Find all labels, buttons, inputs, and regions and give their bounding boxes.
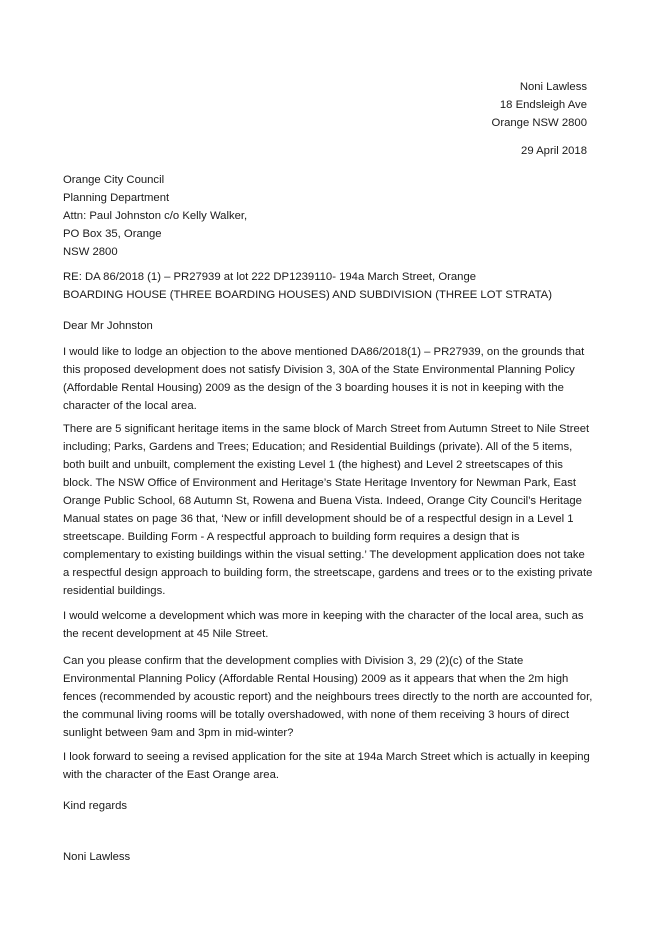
recipient-line-2: Planning Department [63,192,170,204]
sender-name: Noni Lawless [519,81,587,93]
recipient-line-4: PO Box 35, Orange [63,228,162,240]
salutation: Dear Mr Johnston [63,320,153,332]
signature-name: Noni Lawless [63,851,131,863]
recipient-line-5: NSW 2800 [63,246,118,258]
body-paragraph-5: I look forward to seeing a revised application for the site at 194a March Street which is actually in keeping with the character of the East Orange area. [63,751,590,781]
recipient-line-3: Attn: Paul Johnston c/o Kelly Walker, [63,210,248,222]
sender-town: Orange NSW 2800 [491,117,587,129]
subject-reference: RE: DA 86/2018 (1) – PR27939 at lot 222 DP1239110- 194a March Street, Orange [63,271,477,283]
body-paragraph-2: There are 5 significant heritage items in the same block of March Street from Autumn Street to Nile Street including; Parks, Gardens and Trees; Education; and Residential Buildings (private). All of the 5 items, both built and unbuilt, complement the existing Level 1 (the highest) and Level 2 streetscapes of this block. The NSW Office of Environment and Heritage’s State Heritage Inventory for Newman Park, East Orange Public School, 68 Autumn St, Rowena and Buena Vista. Indeed, Orange City Council’s Heritage Manual states on page 36 that, ‘New or infill development should be of a respectful design in a Level 1 streetscape. Building Form - A respectful approach to building form requires a design that is complementary to existing buildings within the visual setting.’ The development application does not take a respectful design approach to building form, the streetscape, gardens and trees or to the existing private residential buildings. [63,423,593,597]
sender-address [492,78,587,132]
body-paragraph-3: I would welcome a development which was more in keeping with the character of the local area, such as the recent development at 45 Nile Street. [63,610,584,640]
body-paragraph-1: I would like to lodge an objection to the above mentioned DA86/2018(1) – PR27939, on the grounds that this proposed development does not satisfy Division 3, 30A of the State Environmental Planning Policy (Affordable Rental Housing) 2009 as the design of the 3 boarding houses it is not in keeping with the character of the local area. [63,346,585,412]
body-paragraph-4: Can you please confirm that the development complies with Division 3, 29 (2)(c) of the State Environmental Planning Policy (Affordable Rental Housing) 2009 as it appears that when the 2m high fences (recommended by acoustic report) and the neighbours trees directly to the north are accounted for, the communal living rooms will be totally overshadowed, with none of them receiving 3 hours of direct sunlight between 9am and 3pm in mid-winter? [63,655,593,739]
subject-line [63,268,552,304]
sender-street: 18 Endsleigh Ave [499,99,587,111]
subject-description: BOARDING HOUSE (THREE BOARDING HOUSES) AND SUBDIVISION (THREE LOT STRATA) [63,289,552,301]
recipient-line-1: Orange City Council [63,174,165,186]
recipient-address [63,171,247,261]
letter-date: 29 April 2018 [521,145,587,157]
closing: Kind regards [63,800,128,812]
